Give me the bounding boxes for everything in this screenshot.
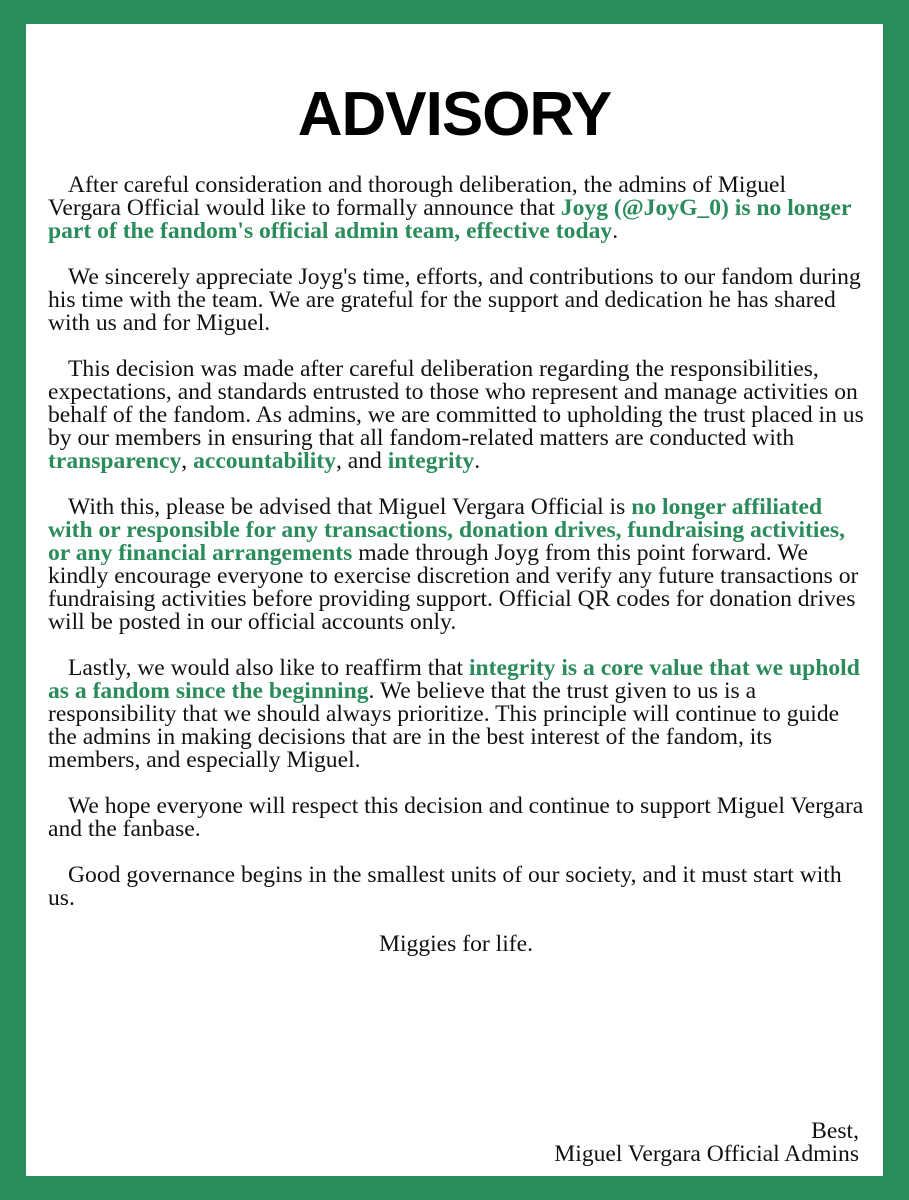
text: . [612, 218, 619, 244]
highlight-text: integrity [387, 448, 475, 474]
text: , and [335, 448, 388, 474]
advisory-sheet [26, 24, 883, 1176]
paragraph-decision [48, 358, 864, 473]
paragraph-integrity [48, 657, 864, 772]
motto: Miggies for life. [379, 931, 533, 957]
highlight-text: no longer affiliated with or responsible for any transactions, donation drives, fundraising activities, or any financial arrangements [48, 494, 846, 566]
signoff [554, 1120, 859, 1166]
text: . We believe that the trust given to us is a responsibility that we should always prioritize. This principle will continue to guide the admins in making decisions that are in the best interest of the fandom, its members, and especially Miguel. [48, 678, 840, 773]
text: Lastly, we would also like to reaffirm that [68, 655, 469, 681]
text: After careful consideration and thorough deliberation, the admins of Miguel Vergara Official would like to formally announce that [48, 172, 787, 221]
highlight-text: transparency [48, 448, 182, 474]
highlight-text: accountability [193, 448, 336, 474]
paragraph-appreciation: We sincerely appreciate Joyg's time, efforts, and contributions to our fandom during his time with the team. We are grateful for the support and dedication he has shared with us and for Miguel. [48, 264, 861, 336]
text: With this, please be advised that Miguel Vergara Official is [68, 494, 632, 520]
advisory-body [48, 174, 864, 979]
text: . [474, 448, 481, 474]
signature: Miguel Vergara Official Admins [554, 1141, 859, 1167]
paragraph-announcement [48, 174, 864, 243]
paragraph-hope: We hope everyone will respect this decision and continue to support Miguel Vergara and the fanbase. [48, 793, 864, 842]
text: This decision was made after careful deliberation regarding the responsibilities, expectations, and standards entrusted to those who represent and manage activities on behalf of the fandom. As admins, we are committed to upholding the trust placed in us by our members in ensuring that all fandom-related matters are conducted with [48, 356, 864, 451]
highlight-text: integrity is a core value that we uphold as a fandom since the beginning [48, 655, 860, 704]
paragraph-disclaimer [48, 496, 864, 634]
highlight-text: Joyg (@JoyG_0) is no longer part of the fandom's official admin team, effective today [48, 195, 852, 244]
closing: Best, [811, 1118, 859, 1144]
text: , [181, 448, 194, 474]
text: made through Joyg from this point forward. We kindly encourage everyone to exercise discretion and verify any future transactions or fundraising activities before providing support. Official QR codes for donation drives will be posted in our official accounts only. [48, 540, 859, 635]
page-title: ADVISORY [297, 80, 612, 149]
paragraph-governance: Good governance begins in the smallest units of our society, and it must start with us. [48, 862, 842, 911]
